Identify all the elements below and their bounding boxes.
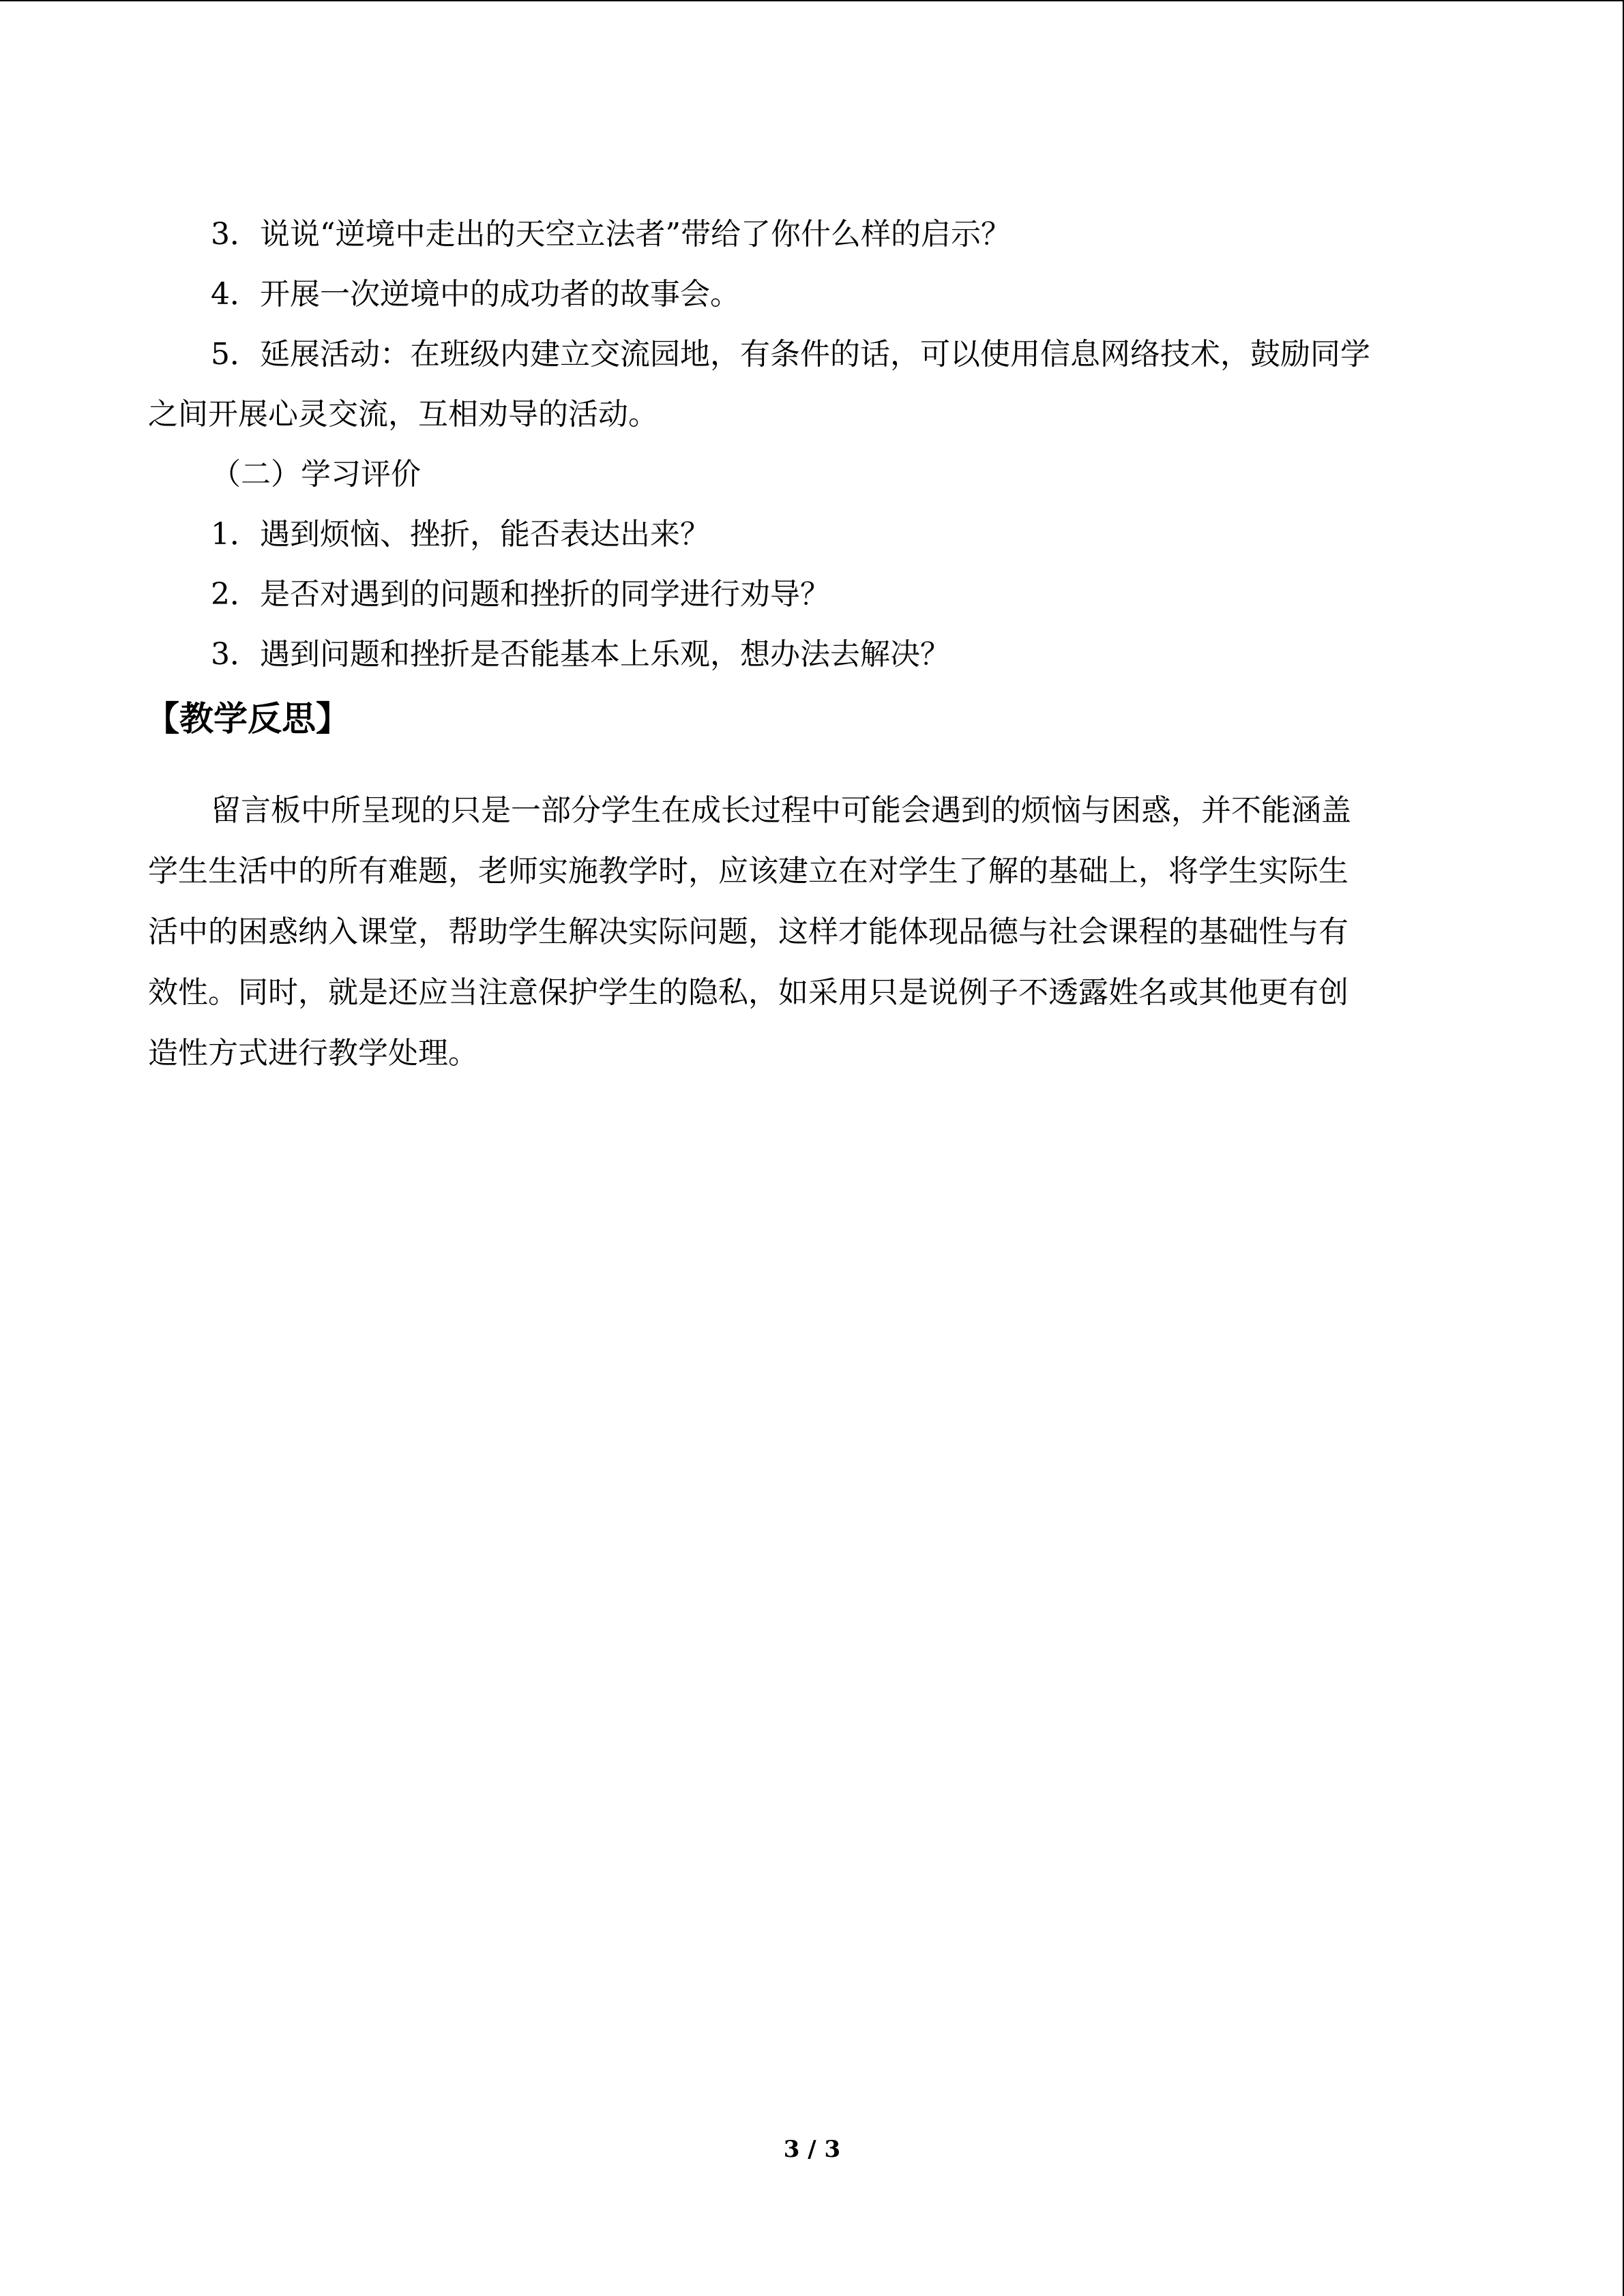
reflection-line-5: 造性方式进行教学处理。 bbox=[148, 1036, 478, 1071]
evaluation-item-1: 1．遇到烦恼、挫折，能否表达出来？ bbox=[211, 517, 710, 552]
activity-item-4: 4．开展一次逆境中的成功者的故事会。 bbox=[211, 277, 740, 312]
reflection-line-4: 效性。同时，就是还应当注意保护学生的隐私，如采用只是说例子不透露姓名或其他更有创 bbox=[148, 975, 1348, 1010]
page-number: 3 / 3 bbox=[783, 2136, 841, 2163]
reflection-paragraph bbox=[148, 780, 1475, 1084]
reflection-line-1: 留言板中所呈现的只是一部分学生在成长过程中可能会遇到的烦恼与困惑，并不能涵盖 bbox=[211, 793, 1351, 828]
evaluation-title: （二）学习评价 bbox=[211, 457, 421, 492]
reflection-line-3: 活中的困惑纳入课堂，帮助学生解决实际问题，这样才能体现品德与社会课程的基础性与有 bbox=[148, 914, 1348, 949]
activity-item-5-line1: 5．延展活动：在班级内建立交流园地，有条件的话，可以使用信息网络技术，鼓励同学 bbox=[211, 337, 1370, 372]
reflection-heading: 【教学反思】 bbox=[145, 699, 350, 739]
document-body bbox=[145, 205, 1475, 1084]
reflection-line-2: 学生生活中的所有难题，老师实施教学时，应该建立在对学生了解的基础上，将学生实际生 bbox=[148, 854, 1348, 889]
evaluation-item-3: 3．遇到问题和挫折是否能基本上乐观，想办法去解决？ bbox=[211, 637, 950, 672]
activity-item-5-line2: 之间开展心灵交流，互相劝导的活动。 bbox=[148, 397, 658, 432]
activity-item-3: 3．说说“逆境中走出的天空立法者”带给了你什么样的启示？ bbox=[211, 217, 1011, 252]
evaluation-item-2: 2．是否对遇到的问题和挫折的同学进行劝导？ bbox=[211, 577, 830, 612]
